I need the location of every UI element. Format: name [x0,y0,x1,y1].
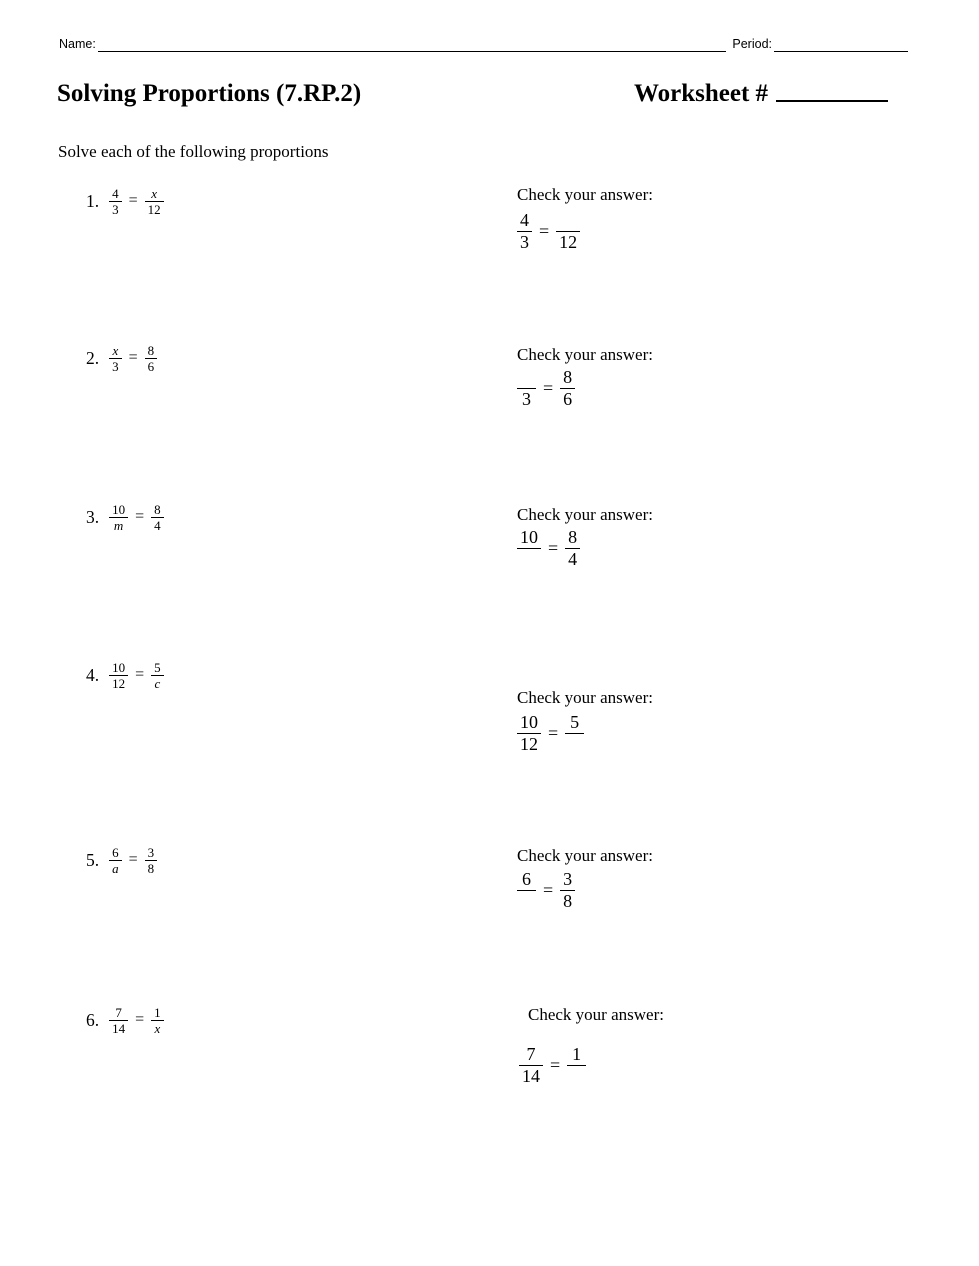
numerator: 8 [151,502,164,518]
problem-3-number: 3. [86,506,100,527]
problem-3-check-equation [517,524,580,572]
period-label: Period: [732,37,772,51]
numerator: 8 [145,343,158,359]
fraction [517,869,536,912]
numerator-variable: x [109,343,122,359]
problem-3-equation [86,495,164,539]
denominator-blank [565,734,584,755]
problem-2-check-equation [517,364,575,412]
fraction [519,1044,543,1087]
check-answer-label: Check your answer: [517,185,653,204]
numerator: 10 [517,527,541,549]
denominator: 3 [112,358,119,374]
denominator: 8 [563,890,573,911]
denominator: 8 [147,860,155,876]
check-answer-label: Check your answer: [517,688,653,707]
numerator: 7 [519,1044,543,1066]
problem-6-equation [86,998,164,1042]
numerator: 10 [109,660,128,676]
name-label: Name: [59,37,96,51]
denominator: 12 [147,201,161,217]
check-answer-label: Check your answer: [517,505,653,524]
problem-1-number: 1. [86,190,100,211]
problem-5-number: 5. [86,849,100,870]
problem-6-number: 6. [86,1009,100,1030]
equals-sign: = [543,879,554,900]
name-blank-line [98,36,727,52]
numerator-blank [556,210,580,232]
numerator: 1 [567,1044,586,1066]
fraction [151,502,164,533]
numerator-blank [517,367,536,389]
denominator: 6 [147,358,155,374]
problem-1-equation [86,179,164,223]
denominator: 4 [154,517,161,533]
check-answer-label: Check your answer: [528,1005,664,1024]
fraction [567,1044,586,1087]
equals-sign: = [543,377,554,398]
instruction-text: Solve each of the following proportions [58,142,329,161]
fraction [109,845,122,876]
page-title: Solving Proportions (7.RP.2) [57,80,362,107]
denominator: 3 [520,231,529,252]
worksheet-number-blank-line [776,100,888,102]
denominator: 12 [559,231,578,252]
numerator: 6 [517,869,536,891]
equals-sign: = [128,851,138,868]
problem-4-check-equation [517,709,584,757]
check-answer-label: Check your answer: [517,345,653,364]
fraction [145,343,158,374]
equals-sign: = [128,349,138,366]
numerator: 8 [560,367,575,389]
fraction [517,527,541,570]
problem-1-check-equation [517,207,580,255]
equals-sign: = [128,192,138,209]
equals-sign: = [135,508,145,525]
numerator-variable: x [145,186,164,202]
equals-sign: = [135,666,145,683]
numerator: 8 [565,527,580,549]
denominator-blank [517,549,541,570]
denominator-blank [567,1066,586,1087]
equals-sign: = [548,537,559,558]
denominator: 14 [522,1065,540,1086]
name-period-row [59,36,908,52]
denominator: 3 [112,201,119,217]
problem-6-check-equation [519,1041,586,1089]
numerator: 5 [151,660,164,676]
check-answer-label: Check your answer: [517,846,653,865]
fraction [556,210,580,253]
denominator: 12 [112,675,126,691]
numerator: 3 [560,869,575,891]
fraction [145,845,158,876]
fraction [560,367,575,410]
denominator: 14 [112,1020,126,1036]
fraction [109,502,128,533]
problem-2-equation [86,336,157,380]
denominator: 4 [568,548,578,569]
fraction [565,712,584,755]
fraction [109,1005,128,1036]
fraction [151,660,164,691]
denominator-variable: m [113,517,124,533]
denominator: 12 [520,733,538,754]
numerator: 10 [109,502,128,518]
fraction [517,367,536,410]
numerator: 4 [109,186,122,202]
fraction [517,210,532,253]
denominator-variable: c [154,675,161,691]
fraction [109,186,122,217]
numerator: 5 [565,712,584,734]
denominator: 3 [522,388,531,409]
numerator: 7 [109,1005,128,1021]
fraction [145,186,164,217]
fraction [565,527,580,570]
numerator: 4 [517,210,532,232]
problem-4-number: 4. [86,664,100,685]
equals-sign: = [135,1011,145,1028]
problem-5-check-equation [517,866,575,914]
fraction [517,712,541,755]
equals-sign: = [539,220,550,241]
fraction [560,869,575,912]
denominator: 6 [563,388,573,409]
problem-4-equation [86,653,164,697]
worksheet-number [634,80,888,108]
fraction [109,343,122,374]
numerator: 3 [145,845,158,861]
equals-sign: = [550,1054,561,1075]
denominator-variable: x [154,1020,161,1036]
denominator-variable: a [112,860,119,876]
numerator: 10 [517,712,541,734]
problem-2-number: 2. [86,347,100,368]
equals-sign: = [548,722,559,743]
denominator-blank [517,891,536,912]
fraction [109,660,128,691]
numerator: 6 [109,845,122,861]
period-blank-line [774,36,908,52]
problem-5-equation [86,838,157,882]
fraction [151,1005,164,1036]
worksheet-number-label: Worksheet # [634,80,769,107]
numerator: 1 [151,1005,164,1021]
